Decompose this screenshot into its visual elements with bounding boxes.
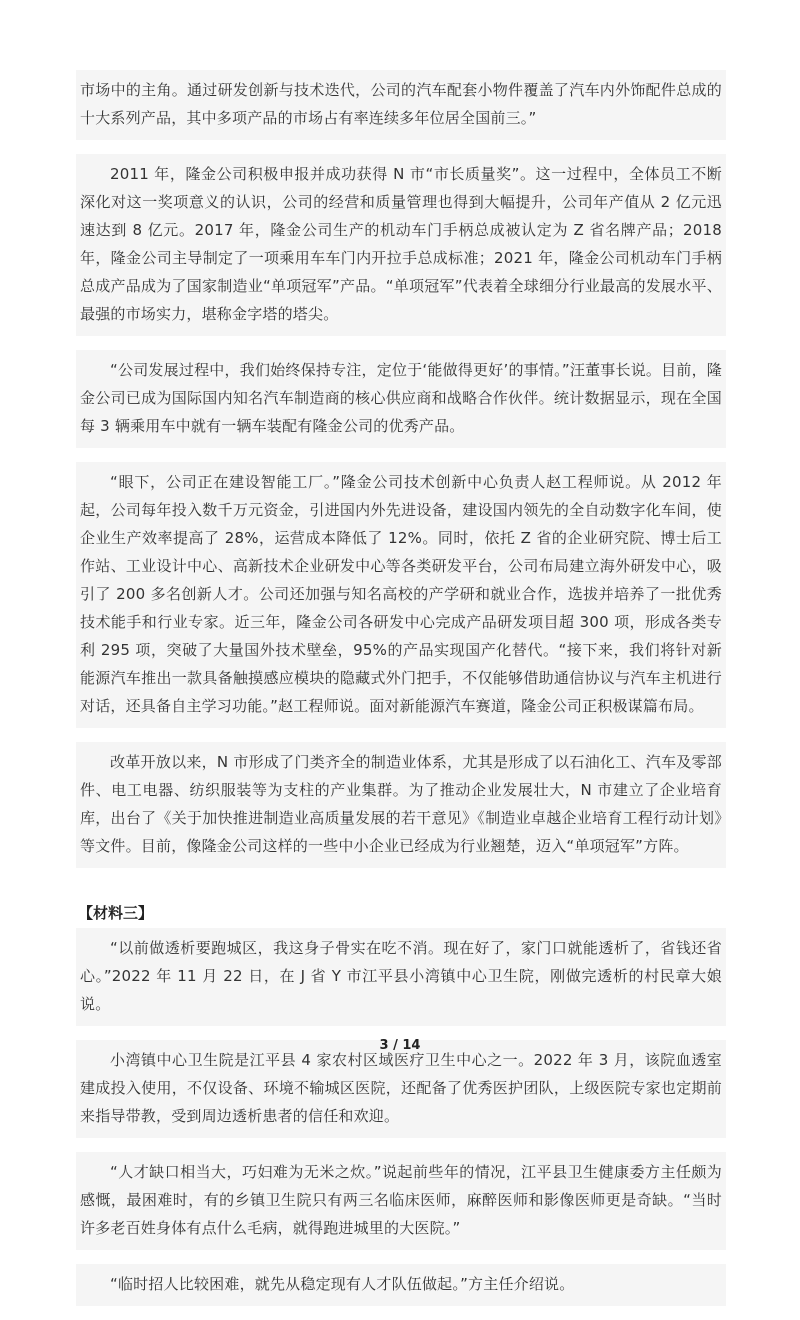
paragraph-text: 市场中的主角。通过研发创新与技术迭代，公司的汽车配套小物件覆盖了汽车内外饰配件总成的十大系列产品，其中多项产品的市场占有率连续多年位居全国前三。”	[80, 81, 722, 127]
page-number: 3 / 14	[379, 1038, 421, 1053]
paragraph-text: 小湾镇中心卫生院是江平县 4 家农村区域医疗卫生中心之一。2022 年 3 月，该院血透室建成投入使用，不仅设备、环境不输城区医院，还配备了优秀医护团队，上级医院专家也定期前来指导带教，受到周边透析患者的信任和欢迎。	[80, 1051, 722, 1125]
paragraph-3	[76, 350, 726, 448]
paragraph-7	[76, 1040, 726, 1138]
paragraph-text: “眼下，公司正在建设智能工厂。”隆金公司技术创新中心负责人赵工程师说。从 2012 年起，公司每年投入数千万元资金，引进国内外先进设备，建设国内领先的全自动数字化车间，使企业生产效率提高了 28%，运营成本降低了 12%。同时，依托 Z 省的企业研究院、博士后工作站、工业设计中心、高新技术企业研发中心等各类研发平台，公司布局建立海外研发中心，吸引了 200 多名创新人才。公司还加强与知名高校的产学研和就业合作，选拔并培养了一批优秀技术能手和行业专家。近三年，隆金公司各研发中心完成产品研发项目超 300 项，形成各类专利 295 项，突破了大量国外技术壁垒，95%的产品实现国产化替代。“接下来，我们将针对新能源汽车推出一款具备触摸感应模块的隐藏式外门把手，不仅能够借助通信协议与汽车主机进行对话，还具备自主学习功能。”赵工程师说。面对新能源汽车赛道，隆金公司正积极谋篇布局。	[80, 473, 722, 715]
paragraph-1	[76, 70, 726, 140]
section-title: 【材料三】	[78, 904, 154, 922]
document-page	[76, 70, 726, 1320]
material-two-body	[76, 70, 726, 868]
paragraph-9	[76, 1264, 726, 1306]
paragraph-2	[76, 154, 726, 336]
paragraph-8	[76, 1152, 726, 1250]
material-three-section	[76, 900, 726, 1306]
paragraph-4	[76, 462, 726, 728]
paragraph-text: “人才缺口相当大，巧妇难为无米之炊。”说起前些年的情况，江平县卫生健康委方主任颇为感慨，最困难时，有的乡镇卫生院只有两三名临床医师，麻醉医师和影像医师更是奇缺。“当时许多老百姓身体有点什么毛病，就得跑进城里的大医院。”	[80, 1163, 722, 1237]
paragraph-text: “以前做透析要跑城区，我这身子骨实在吃不消。现在好了，家门口就能透析了，省钱还省心。”2022 年 11 月 22 日，在 J 省 Y 市江平县小湾镇中心卫生院，刚做完透析的村民章大娘说。	[80, 939, 722, 1013]
paragraph-text: “公司发展过程中，我们始终保持专注，定位于‘能做得更好’的事情。”汪董事长说。目前，隆金公司已成为国际国内知名汽车制造商的核心供应商和战略合作伙伴。统计数据显示，现在全国每 3 辆乘用车中就有一辆车装配有隆金公司的优秀产品。	[80, 361, 722, 435]
paragraph-6	[76, 928, 726, 1026]
paragraph-text: 改革开放以来，N 市形成了门类齐全的制造业体系，尤其是形成了以石油化工、汽车及零部件、电工电器、纺织服装等为支柱的产业集群。为了推动企业发展壮大，N 市建立了企业培育库，出台了《关于加快推进制造业高质量发展的若干意见》《制造业卓越企业培育工程行动计划》等文件。目前，像隆金公司这样的一些中小企业已经成为行业翘楚，迈入“单项冠军”方阵。	[80, 753, 722, 855]
paragraph-text: 2011 年，隆金公司积极申报并成功获得 N 市“市长质量奖”。这一过程中，全体员工不断深化对这一奖项意义的认识，公司的经营和质量管理也得到大幅提升，公司年产值从 2 亿元迅速达到 8 亿元。2017 年，隆金公司生产的机动车门手柄总成被认定为 Z 省名牌产品；2018 年，隆金公司主导制定了一项乘用车车门内开拉手总成标准；2021 年，隆金公司机动车门手柄总成产品成为了国家制造业“单项冠军”产品。“单项冠军”代表着全球细分行业最高的发展水平、最强的市场实力，堪称金字塔的塔尖。	[80, 165, 722, 323]
section-gap	[76, 882, 726, 900]
paragraph-5	[76, 742, 726, 868]
paragraph-text: “临时招人比较困难，就先从稳定现有人才队伍做起。”方主任介绍说。	[110, 1275, 575, 1293]
